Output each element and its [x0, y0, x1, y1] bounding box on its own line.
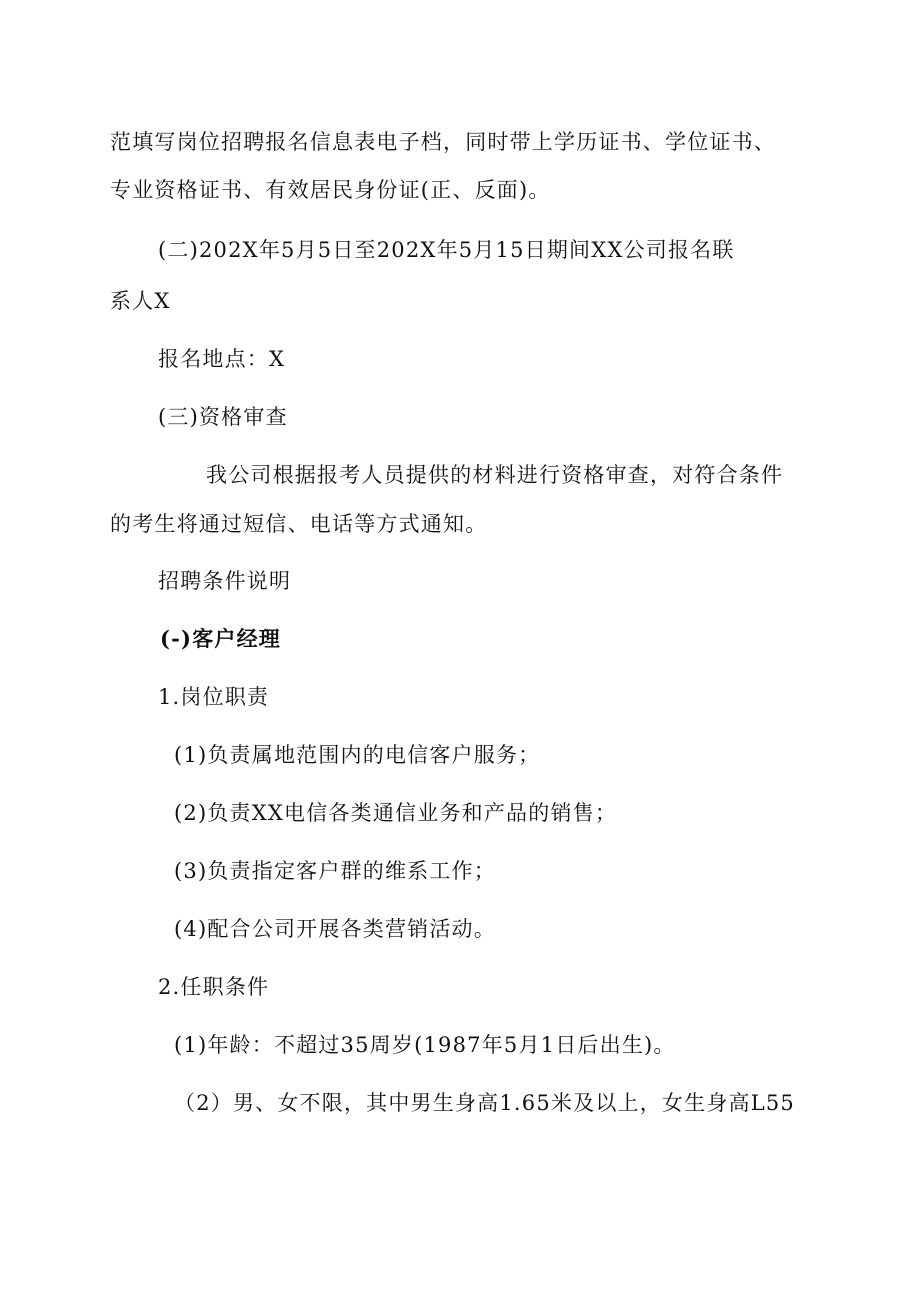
section-heading: (二)202X年5月5日至202X年5月15日期间XX公司报名联	[158, 238, 735, 262]
list-item: (2)负责XX电信各类通信业务和产品的销售；	[174, 801, 618, 825]
section-heading: (三)资格审查	[158, 405, 288, 429]
subsection-heading: 1.岗位职责	[158, 685, 270, 709]
paragraph-line: 系人X	[110, 289, 171, 313]
list-item: （2）男、女不限，其中男生身高1.65米及以上，女生身高L55	[174, 1091, 795, 1115]
list-item: (1)年龄：不超过35周岁(1987年5月1日后出生)。	[174, 1033, 676, 1057]
section-heading: 招聘条件说明	[158, 569, 292, 593]
list-item: (4)配合公司开展各类营销活动。	[174, 917, 496, 941]
paragraph-line: 报名地点：X	[158, 347, 286, 371]
paragraph-line: 专业资格证书、有效居民身份证(正、反面)。	[110, 178, 551, 202]
paragraph-line: 我公司根据报考人员提供的材料进行资格审查，对符合条件	[206, 463, 784, 487]
position-title: (-)客户经理	[160, 626, 281, 651]
paragraph-line: 范填写岗位招聘报名信息表电子档，同时带上学历证书、学位证书、	[110, 130, 776, 154]
list-item: (3)负责指定客户群的维系工作；	[174, 859, 496, 883]
list-item: (1)负责属地范围内的电信客户服务；	[174, 743, 541, 767]
paragraph-line: 的考生将通过短信、电话等方式通知。	[110, 512, 488, 536]
subsection-heading: 2.任职条件	[158, 975, 270, 999]
